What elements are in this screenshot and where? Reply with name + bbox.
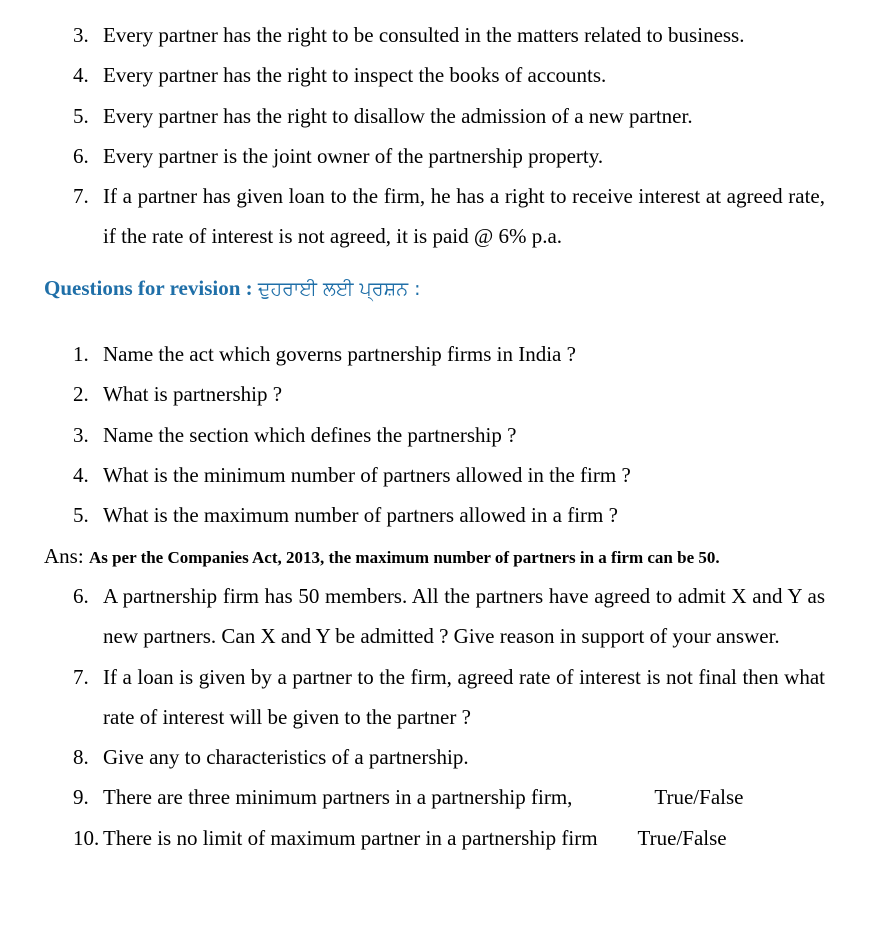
true-false-option: True/False xyxy=(637,825,727,850)
item-number: 7. xyxy=(73,184,89,209)
answer-line xyxy=(44,544,720,569)
question-item xyxy=(0,737,873,777)
revision-heading xyxy=(44,276,421,301)
item-text: If a partner has given loan to the firm, he has a right to receive interest at agreed rate, if the rate of interest is not agreed, it is paid @ 6% p.a. xyxy=(103,184,825,249)
question-number: 7. xyxy=(73,664,89,689)
question-text: If a loan is given by a partner to the firm, agreed rate of interest is not final then what rate of interest will be given to the partner ? xyxy=(103,664,825,729)
question-number: 2. xyxy=(73,382,89,407)
question-number: 8. xyxy=(73,745,89,770)
question-item xyxy=(0,455,873,495)
question-number: 6. xyxy=(73,584,89,608)
partner-rights-list xyxy=(0,15,873,257)
question-item xyxy=(0,576,873,657)
question-item xyxy=(0,334,873,374)
question-number: 10. xyxy=(73,825,100,850)
question-text: There are three minimum partners in a partnership firm, xyxy=(103,785,573,810)
question-text: Name the section which defines the partnership ? xyxy=(103,422,517,447)
answer-text: As per the Companies Act, 2013, the maximum number of partners in a firm can be 50. xyxy=(88,548,720,567)
question-text: What is partnership ? xyxy=(103,382,283,407)
question-item xyxy=(0,657,873,738)
question-item xyxy=(0,374,873,414)
question-number: 5. xyxy=(73,503,89,528)
revision-heading-english: Questions for revision : xyxy=(44,276,253,300)
list-item xyxy=(0,55,873,95)
question-text: What is the maximum number of partners allowed in a firm ? xyxy=(103,503,618,528)
list-item xyxy=(0,176,873,257)
true-false-item xyxy=(0,818,873,858)
list-item xyxy=(0,136,873,176)
question-text: What is the minimum number of partners allowed in the firm ? xyxy=(103,462,631,487)
question-number: 1. xyxy=(73,342,89,366)
item-text: Every partner has the right to be consulted in the matters related to business. xyxy=(103,23,745,47)
question-text: Name the act which governs partnership firms in India ? xyxy=(103,342,576,366)
question-item xyxy=(0,495,873,535)
item-text: Every partner is the joint owner of the partnership property. xyxy=(103,143,604,168)
item-text: Every partner has the right to disallow the admission of a new partner. xyxy=(103,103,693,128)
revision-questions-part2 xyxy=(0,576,873,858)
true-false-item xyxy=(0,777,873,817)
answer-label: Ans: xyxy=(44,544,84,568)
question-text: There is no limit of maximum partner in a partnership firm xyxy=(103,825,598,850)
item-number: 6. xyxy=(73,143,89,168)
item-number: 4. xyxy=(73,63,89,88)
question-text: A partnership firm has 50 members. All the partners have agreed to admit X and Y as new partners. Can X and Y be admitted ? Give reason in support of your answer. xyxy=(103,584,825,649)
item-text: Every partner has the right to inspect the books of accounts. xyxy=(103,63,607,88)
item-number: 5. xyxy=(73,103,89,128)
list-item xyxy=(0,96,873,136)
revision-heading-gurmukhi: ਦੁਹਰਾਈ ਲਈ ਪ੍ਰਸ਼ਨ : xyxy=(257,278,421,300)
question-number: 4. xyxy=(73,462,89,487)
item-number: 3. xyxy=(73,23,89,47)
question-text: Give any to characteristics of a partnership. xyxy=(103,745,469,770)
question-number: 9. xyxy=(73,785,89,810)
question-item xyxy=(0,415,873,455)
list-item xyxy=(0,15,873,55)
true-false-option: True/False xyxy=(654,785,744,810)
question-number: 3. xyxy=(73,422,89,447)
revision-questions-part1 xyxy=(0,334,873,535)
